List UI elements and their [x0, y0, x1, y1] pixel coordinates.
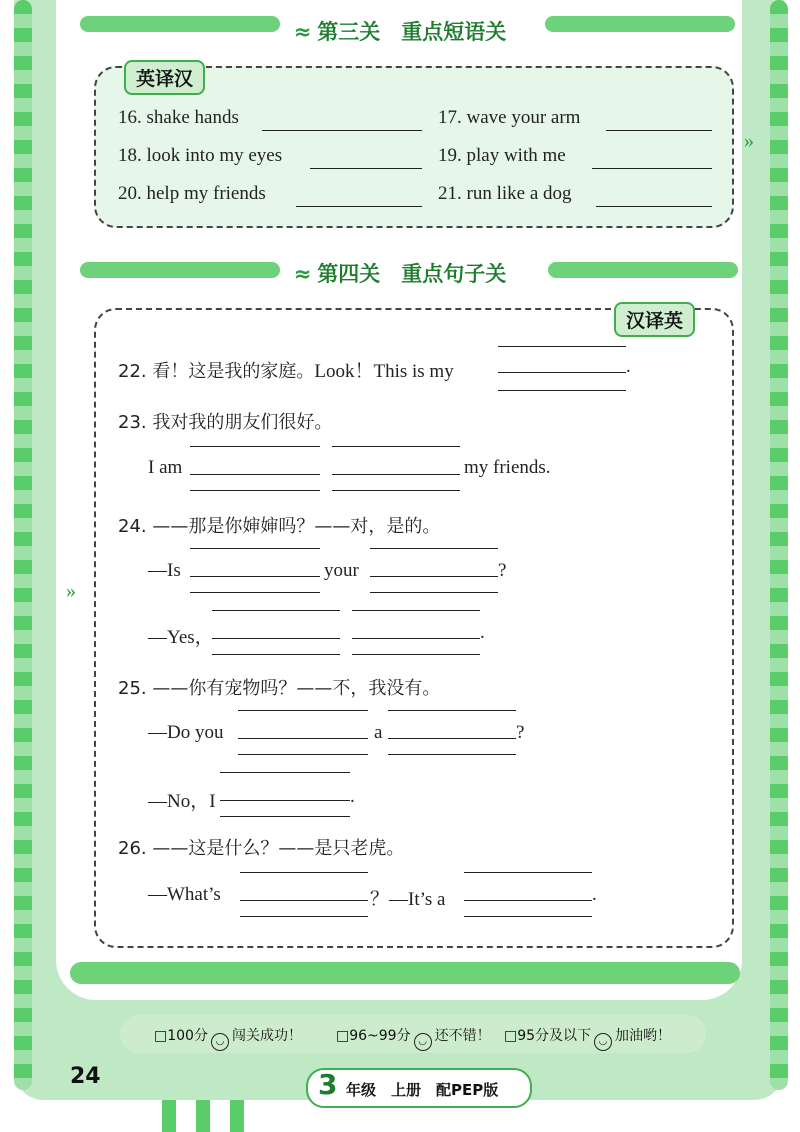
q26-line2-top[interactable] [464, 872, 592, 873]
wave-icon: ≈ [293, 20, 312, 44]
q24-line4-mid[interactable] [352, 638, 480, 639]
bottom-stub [230, 1100, 244, 1132]
q23-line1-mid[interactable] [190, 474, 320, 475]
item-19: 19. play with me [438, 145, 566, 166]
q24-line2-bottom[interactable] [370, 592, 498, 593]
q26-a3: . [592, 884, 597, 905]
q25-line1-top[interactable] [238, 710, 368, 711]
item-20: 20. help my friends [118, 183, 266, 204]
q24-line3-bottom[interactable] [212, 654, 340, 655]
q26-prompt: 26. ——这是什么？——是只老虎。 [118, 838, 405, 859]
section3-tag: 英译汉 [124, 60, 205, 95]
smile-face-icon: ◡ [414, 1033, 432, 1051]
q22-prompt: 22. 看！这是我的家庭。Look！This is my [118, 361, 454, 382]
item-18: 18. look into my eyes [118, 145, 283, 166]
q25-prompt: 25. ——你有宠物吗？——不，我没有。 [118, 678, 441, 699]
answer-line-19[interactable] [592, 168, 712, 169]
q26-line1-bottom[interactable] [240, 916, 368, 917]
q26-line2-mid[interactable] [464, 900, 592, 901]
q22-line-mid[interactable] [498, 372, 626, 373]
grade-text: 年级 上册 配PEP版 [346, 1081, 499, 1099]
section3-title: ≈ 第三关 重点短语关 [293, 20, 507, 44]
q25-line1-bottom[interactable] [238, 754, 368, 755]
q24-a3: ? [498, 560, 507, 581]
q24-a1: —Is [148, 560, 181, 581]
section4-tag: 汉译英 [614, 302, 695, 337]
wave-icon: ≈ [293, 262, 312, 286]
q24-line1-mid[interactable] [190, 576, 320, 577]
score-95-below[interactable]: □95分及以下 ◡ 加油哟！ [504, 1025, 671, 1051]
answer-line-21[interactable] [596, 206, 712, 207]
q23-line1-top[interactable] [190, 446, 320, 447]
happy-face-icon: ◡ [211, 1033, 229, 1051]
q25-b2: . [350, 786, 355, 807]
q23-start: I am [148, 457, 183, 478]
q26-a2: ？—It’s a [370, 889, 446, 910]
q22-line-bottom[interactable] [498, 390, 626, 391]
score-bar [120, 1015, 706, 1053]
q25-line3-bottom[interactable] [220, 816, 350, 817]
q23-end: my friends. [464, 457, 551, 478]
bottom-stub [162, 1100, 176, 1132]
score-100[interactable]: □100分 ◡ 闯关成功！ [154, 1025, 302, 1051]
item-17: 17. wave your arm [438, 107, 581, 128]
chevron-icon: » [744, 130, 754, 152]
q24-b1: —Yes， [148, 627, 214, 648]
bottom-stub [196, 1100, 210, 1132]
q22-end: . [626, 356, 631, 377]
q26-line1-top[interactable] [240, 872, 368, 873]
q25-line2-bottom[interactable] [388, 754, 516, 755]
q24-line1-top[interactable] [190, 548, 320, 549]
q25-line2-top[interactable] [388, 710, 516, 711]
band-bottom [70, 962, 740, 984]
answer-line-17[interactable] [606, 130, 712, 131]
section4-title: ≈ 第四关 重点句子关 [293, 262, 507, 286]
q24-line4-top[interactable] [352, 610, 480, 611]
q24-a2: your [324, 560, 359, 581]
left-border-stripe [14, 0, 32, 1090]
q23-line1-bottom[interactable] [190, 490, 320, 491]
q24-b2: . [480, 622, 485, 643]
q25-b1: —No，I [148, 791, 216, 812]
q26-line1-mid[interactable] [240, 900, 368, 901]
score-96-99[interactable]: □96~99分 ◡ 还不错！ [336, 1025, 491, 1051]
q25-line3-top[interactable] [220, 772, 350, 773]
cheer-face-icon: ◡ [594, 1033, 612, 1051]
q25-a2: a [374, 722, 383, 743]
answer-line-20[interactable] [296, 206, 422, 207]
q22-line-top[interactable] [498, 346, 626, 347]
q24-line3-top[interactable] [212, 610, 340, 611]
right-border-stripe [770, 0, 788, 1090]
q23-line2-bottom[interactable] [332, 490, 460, 491]
q25-a3: ? [516, 722, 525, 743]
q24-line2-mid[interactable] [370, 576, 498, 577]
page-number: 24 [70, 1064, 101, 1089]
q25-line3-mid[interactable] [220, 800, 350, 801]
q24-line3-mid[interactable] [212, 638, 340, 639]
grade-number: 3 [318, 1068, 338, 1101]
q25-line1-mid[interactable] [238, 738, 368, 739]
chevron-icon: » [66, 580, 76, 602]
q24-line4-bottom[interactable] [352, 654, 480, 655]
q24-line2-top[interactable] [370, 548, 498, 549]
answer-line-18[interactable] [310, 168, 422, 169]
grade-label [306, 1068, 532, 1108]
q23-line2-top[interactable] [332, 446, 460, 447]
item-16: 16. shake hands [118, 107, 239, 128]
q25-a1: —Do you [148, 722, 224, 743]
item-21: 21. run like a dog [438, 183, 572, 204]
q23-prompt: 23. 我对我的朋友们很好。 [118, 412, 333, 433]
q26-line2-bottom[interactable] [464, 916, 592, 917]
q25-line2-mid[interactable] [388, 738, 516, 739]
q24-line1-bottom[interactable] [190, 592, 320, 593]
q24-prompt: 24. ——那是你婶婶吗？——对，是的。 [118, 516, 441, 537]
answer-line-16[interactable] [262, 130, 422, 131]
q23-line2-mid[interactable] [332, 474, 460, 475]
q26-a1: —What’s [148, 884, 221, 905]
